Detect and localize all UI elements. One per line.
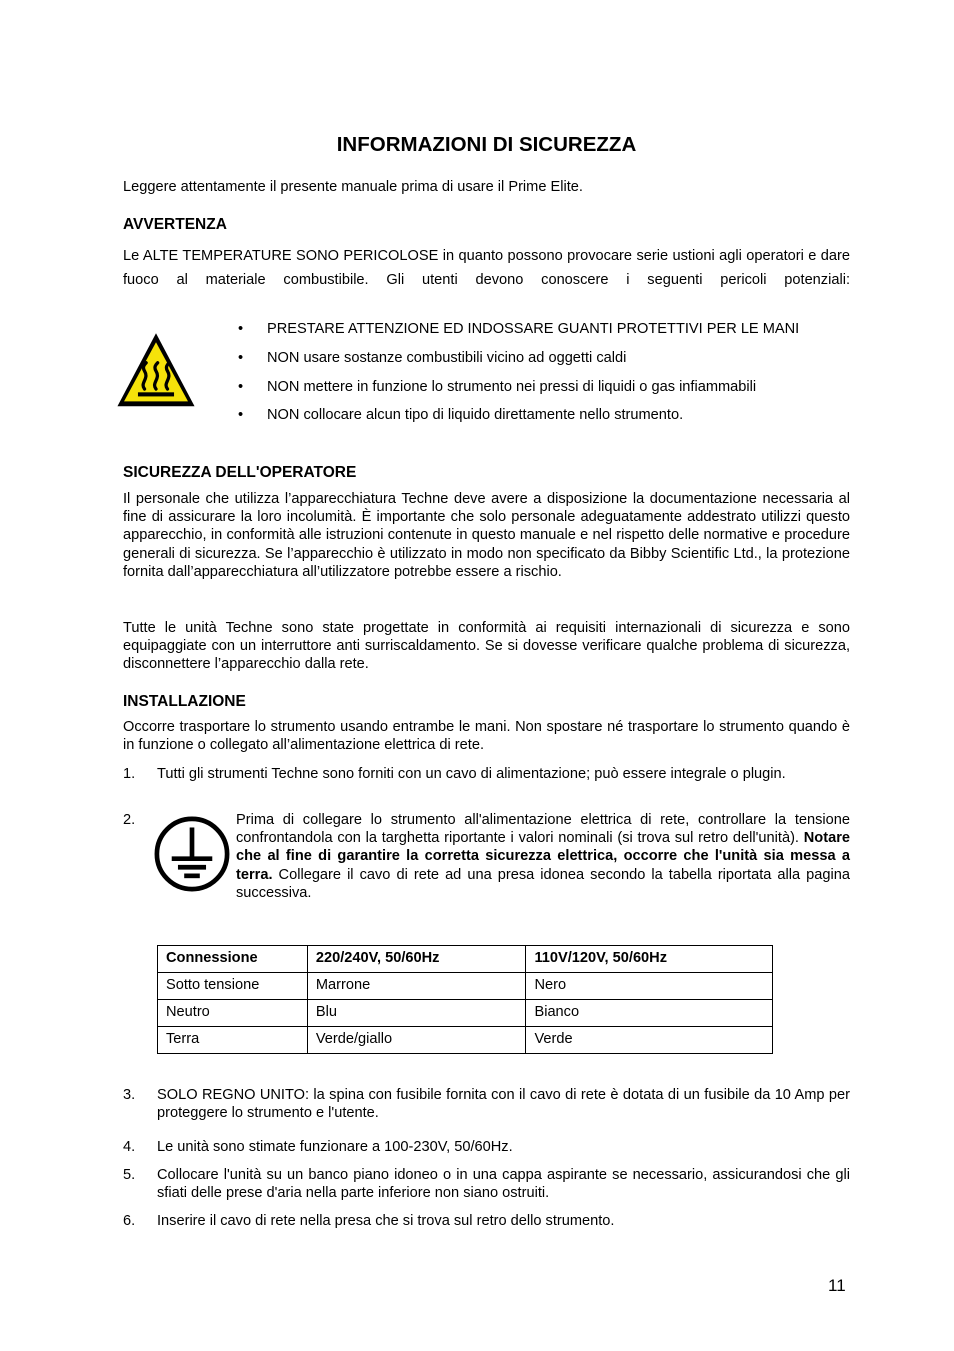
item-number: 2. xyxy=(123,812,136,828)
table-header-cell: 110V/120V, 50/60Hz xyxy=(526,946,773,973)
table-header-cell: 220/240V, 50/60Hz xyxy=(307,946,526,973)
warning-text xyxy=(123,245,850,292)
item-text-part: Collegare il cavo di rete ad una presa idonea secondo la tabella riportata alla pagina successiva. xyxy=(236,866,850,901)
table-row xyxy=(158,1027,773,1054)
list-item: • PRESTARE ATTENZIONE ED INDOSSARE GUANTI PROTETTIVI PER LE MANI xyxy=(238,320,850,338)
table-cell: Verde/giallo xyxy=(307,1027,526,1054)
warning-heading: AVVERTENZA xyxy=(123,216,227,233)
table-cell: Terra xyxy=(158,1027,308,1054)
warning-bullet-list xyxy=(238,320,850,435)
table-row xyxy=(158,973,773,1000)
operator-paragraph-2: Tutte le unità Techne sono state progettate in conformità ai requisiti internazionali di sicurezza e sono equipaggiate con un interruttore anti surriscaldamento. Se si dovesse verificare qualche problema di sicurezza, disconnettere l’apparecchio dalla rete. xyxy=(123,620,850,673)
operator-paragraph-1: Il personale che utilizza l’apparecchiatura Techne deve avere a disposizione la documentazione necessaria al fine di assicurare la loro incolumità. È importante che solo personale adeguatamente addestrato utilizzi questo apparecchio, in conformità alle istruzioni contenute in questo manuale e nel rispetto delle normative e procedure generali di sicurezza. Se l’apparecchio è utilizzato in modo non specificato da Bibby Scientific Ltd., la protezione fornita dall’apparecchiatura all’utilizzatore potrebbe essere a rischio. xyxy=(123,491,850,580)
item-number: 1. xyxy=(123,766,136,782)
item-text: Le unità sono stimate funzionare a 100-230V, 50/60Hz. xyxy=(157,1139,513,1155)
page-number: 11 xyxy=(828,1276,846,1295)
installation-item-1 xyxy=(123,765,850,783)
item-number: 3. xyxy=(123,1087,136,1103)
item-number: 6. xyxy=(123,1213,136,1229)
list-item: • NON usare sostanze combustibili vicino ad oggetti caldi xyxy=(238,349,850,367)
item-text-part: Prima di collegare lo strumento all'alimentazione elettrica di rete, controllare la tensione confrontandola con la targhetta riportante i valori nominali (si trova sul retro dell'unità). xyxy=(236,812,850,847)
installation-item-4 xyxy=(123,1138,850,1156)
installation-item-3 xyxy=(123,1086,850,1122)
table-cell: Marrone xyxy=(307,973,526,1000)
item-text xyxy=(236,811,850,902)
table-cell: Neutro xyxy=(158,1000,308,1027)
hot-surface-warning-icon xyxy=(115,330,197,412)
installation-heading: INSTALLAZIONE xyxy=(123,693,246,710)
item-text: Tutti gli strumenti Techne sono forniti con un cavo di alimentazione; può essere integrale o plugin. xyxy=(157,766,786,782)
installation-item-2 xyxy=(123,811,850,902)
connection-table xyxy=(157,945,773,1054)
table-cell: Verde xyxy=(526,1027,773,1054)
warning-text-content: Le ALTE TEMPERATURE SONO PERICOLOSE in quanto possono provocare serie ustioni agli operatori e dare fuoco al materiale combustibile. Gli utenti devono conoscere i seguenti pericoli potenziali: xyxy=(123,248,850,288)
list-item: • NON collocare alcun tipo di liquido direttamente nello strumento. xyxy=(238,406,850,424)
item-text-bold: Notare che al fine di garantire la corretta sicurezza elettrica, occorre che l'unità sia messa a terra. xyxy=(236,830,850,883)
table-cell: Nero xyxy=(526,973,773,1000)
table-header-cell: Connessione xyxy=(158,946,308,973)
table-row xyxy=(158,1000,773,1027)
item-number: 4. xyxy=(123,1139,136,1155)
table-cell: Sotto tensione xyxy=(158,973,308,1000)
table-header-row xyxy=(158,946,773,973)
protective-earth-icon xyxy=(153,815,231,893)
installation-intro: Occorre trasportare lo strumento usando entrambe le mani. Non spostare né trasportare lo strumento quando è in funzione o collegato all’alimentazione elettrica di rete. xyxy=(123,719,850,754)
item-text: Collocare l'unità su un banco piano idoneo o in una cappa aspirante se necessario, assicurandosi che gli sfiati delle prese d'aria nella parte inferiore non siano ostruiti. xyxy=(157,1167,850,1202)
item-text: Inserire il cavo di rete nella presa che si trova sul retro dello strumento. xyxy=(157,1213,615,1229)
table-cell: Blu xyxy=(307,1000,526,1027)
item-number: 5. xyxy=(123,1167,136,1183)
installation-item-6 xyxy=(123,1212,850,1230)
page-title: INFORMAZIONI DI SICUREZZA xyxy=(336,133,637,156)
operator-heading: SICUREZZA DELL'OPERATORE xyxy=(123,464,357,481)
installation-item-5 xyxy=(123,1166,850,1202)
table-cell: Bianco xyxy=(526,1000,773,1027)
item-text: SOLO REGNO UNITO: la spina con fusibile fornita con il cavo di rete è dotata di un fusibile da 10 Amp per proteggere lo strumento e l'utente. xyxy=(157,1087,850,1122)
list-item: • NON mettere in funzione lo strumento nei pressi di liquidi o gas infiammabili xyxy=(238,378,850,396)
intro-text: Leggere attentamente il presente manuale prima di usare il Prime Elite. xyxy=(123,179,583,195)
